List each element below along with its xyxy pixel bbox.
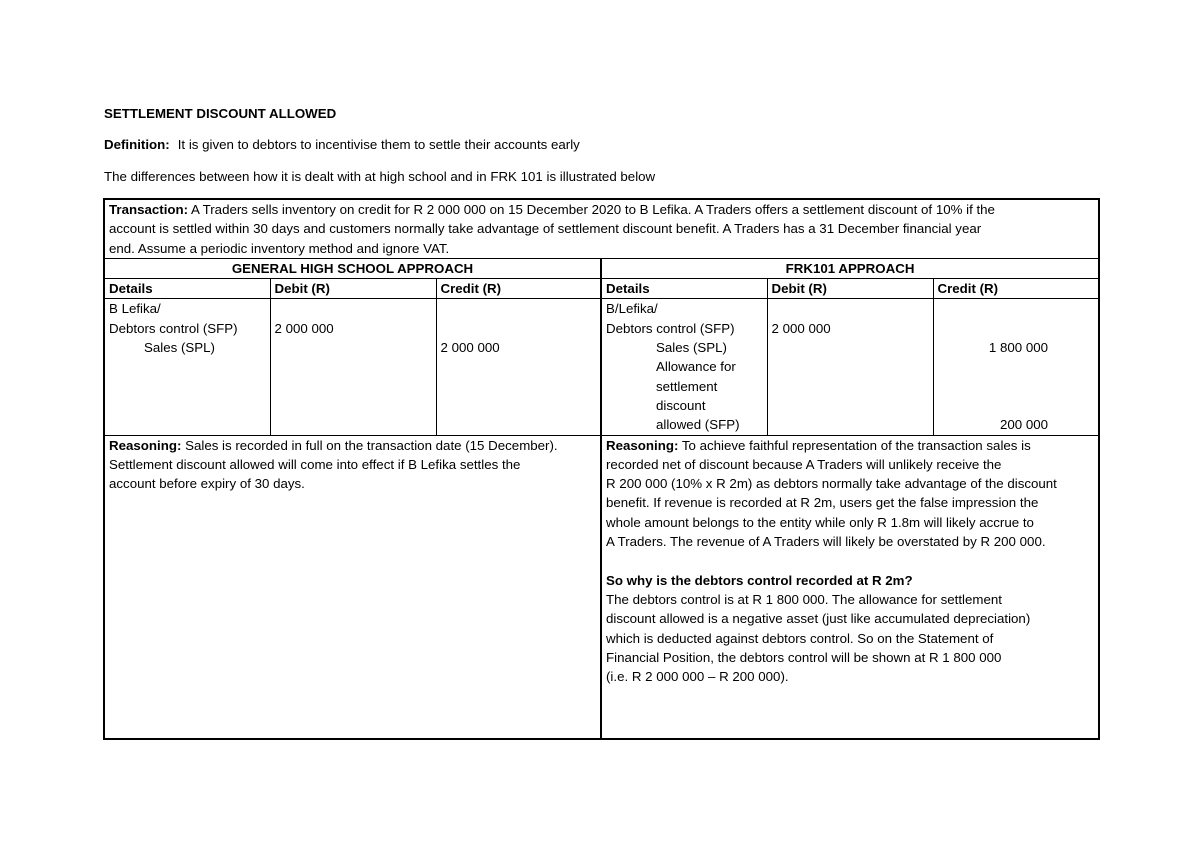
frk-reasoning-line: whole amount belongs to the entity while only R 1.8m will likely accrue to xyxy=(606,514,1034,530)
definition-text: It is given to debtors to incentivise them to settle their accounts early xyxy=(177,137,580,152)
hs-detail-line: Sales (SPL) xyxy=(144,340,215,356)
frk-answer-line: discount allowed is a negative asset (just like accumulated depreciation) xyxy=(606,611,1031,627)
hs-credit-value: 2 000 000 xyxy=(440,340,500,356)
hs-col-debit: Debit (R) xyxy=(270,279,436,299)
approach-heading-row xyxy=(104,258,1099,278)
reasoning-row xyxy=(104,435,1099,739)
frk-col-details: Details xyxy=(601,279,767,299)
hs-details-cell xyxy=(104,299,270,435)
hs-col-details: Details xyxy=(104,279,270,299)
frk-details-cell xyxy=(601,299,767,435)
frk-answer-line: (i.e. R 2 000 000 – R 200 000). xyxy=(606,669,789,685)
hs-reasoning-line: Sales is recorded in full on the transaction date (15 December). xyxy=(181,437,558,453)
frk-detail-line: settlement xyxy=(656,378,718,394)
high-school-heading: GENERAL HIGH SCHOOL APPROACH xyxy=(104,258,601,278)
hs-reasoning-line: account before expiry of 30 days. xyxy=(109,476,305,492)
journal-entry-row xyxy=(104,299,1099,435)
frk-reasoning-line: R 200 000 (10% x R 2m) as debtors normally take advantage of the discount xyxy=(606,476,1057,492)
definition-label: Definition: xyxy=(104,137,170,152)
hs-reasoning-line: Settlement discount allowed will come into effect if B Lefika settles the xyxy=(109,456,521,472)
frk-reasoning-line: To achieve faithful representation of the transaction sales is xyxy=(678,437,1031,453)
frk-question: So why is the debtors control recorded at R 2m? xyxy=(606,572,913,588)
hs-debit-cell xyxy=(270,299,436,435)
hs-col-credit: Credit (R) xyxy=(436,279,601,299)
frk-credit-cell xyxy=(933,299,1099,435)
frk-reasoning-line: A Traders. The revenue of A Traders will likely be overstated by R 200 000. xyxy=(606,534,1046,550)
comparison-table xyxy=(103,198,1100,740)
hs-credit-cell xyxy=(436,299,601,435)
hs-detail-line: Debtors control (SFP) xyxy=(109,320,238,336)
frk-reasoning-line: benefit. If revenue is recorded at R 2m, users get the false impression the xyxy=(606,495,1039,511)
frk-debit-value: 2 000 000 xyxy=(771,320,831,336)
frk-reasoning-line: recorded net of discount because A Traders will unlikely receive the xyxy=(606,456,1002,472)
transaction-line: A Traders sells inventory on credit for R 2 000 000 on 15 December 2020 to B Lefika. A Traders offers a settlement discount of 10% if the xyxy=(188,202,995,217)
definition xyxy=(104,137,580,152)
column-header-row xyxy=(104,279,1099,299)
frk-col-credit: Credit (R) xyxy=(933,279,1099,299)
transaction-line: end. Assume a periodic inventory method and ignore VAT. xyxy=(109,240,450,256)
frk-credit-allowance-value: 200 000 xyxy=(1000,417,1049,433)
frk-detail-line: allowed (SFP) xyxy=(656,417,740,433)
frk-credit-sales-value: 1 800 000 xyxy=(988,340,1049,356)
transaction-row xyxy=(104,199,1099,258)
frk-debit-cell xyxy=(767,299,933,435)
frk101-heading: FRK101 APPROACH xyxy=(601,258,1099,278)
frk-detail-line: Allowance for xyxy=(656,359,736,375)
frk-detail-line: Sales (SPL) xyxy=(656,340,727,356)
frk-detail-line: discount xyxy=(656,397,706,413)
frk-detail-line: Debtors control (SFP) xyxy=(606,320,735,336)
hs-detail-line: B Lefika/ xyxy=(109,301,161,317)
transaction-label: Transaction: xyxy=(109,202,189,217)
transaction-line: account is settled within 30 days and customers normally take advantage of settlement discount benefit. A Traders has a 31 December financial year xyxy=(109,221,982,237)
hs-reasoning-cell xyxy=(104,435,601,739)
transaction-cell xyxy=(104,199,1099,258)
frk-reasoning-label: Reasoning: xyxy=(606,437,679,453)
frk-col-debit: Debit (R) xyxy=(767,279,933,299)
frk-reasoning-cell xyxy=(601,435,1099,739)
hs-debit-value: 2 000 000 xyxy=(274,320,334,336)
hs-reasoning-label: Reasoning: xyxy=(109,437,182,453)
frk-detail-line: B/Lefika/ xyxy=(606,301,658,317)
intro-text: The differences between how it is dealt with at high school and in FRK 101 is illustrated below xyxy=(104,169,656,184)
frk-answer-line: The debtors control is at R 1 800 000. The allowance for settlement xyxy=(606,591,1002,607)
frk-answer-line: which is deducted against debtors control. So on the Statement of xyxy=(606,630,994,646)
document-title: SETTLEMENT DISCOUNT ALLOWED xyxy=(104,106,337,121)
frk-answer-line: Financial Position, the debtors control will be shown at R 1 800 000 xyxy=(606,649,1002,665)
